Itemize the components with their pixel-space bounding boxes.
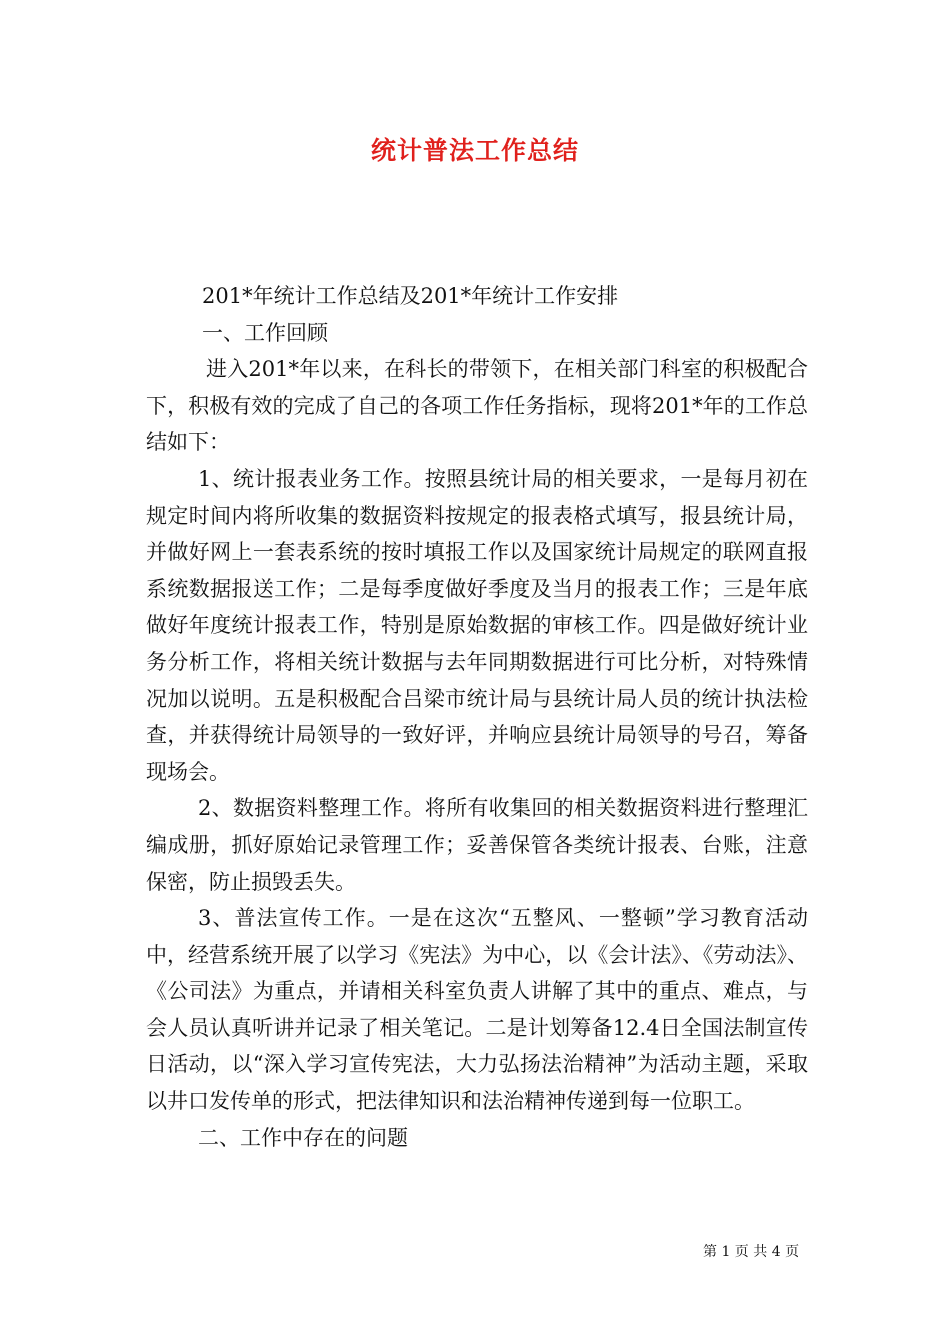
- section-heading-problems: 二、工作中存在的问题: [198, 1125, 408, 1150]
- document-title: 统计普法工作总结: [370, 136, 579, 165]
- intro-paragraph: 进入201*年以来，在科长的带领下，在相关部门科室的积极配合下，积极有效的完成了自己的各项工作任务指标，现将201*年的工作总结如下：: [146, 357, 808, 455]
- subtitle-paragraph: 201*年统计工作总结及201*年统计工作安排: [202, 284, 619, 308]
- document-body: [146, 278, 808, 1156]
- item-law-publicity: 3、普法宣传工作。一是在这次“五整风、一整顿”学习教育活动中，经营系统开展了以学习《宪法》为中心，以《会计法》、《劳动法》、《公司法》为重点，并请相关科室负责人讲解了其中的重点、难点，与会人员认真听讲并记录了相关笔记。二是计划筹备12.4日全国法制宣传日活动，以“深入学习宣传宪法，大力弘扬法治精神”为活动主题，采取以井口发传单的形式，把法律知识和法治精神传递到每一位职工。: [146, 906, 808, 1114]
- page-number-indicator: 第 1 页 共 4 页: [703, 1244, 800, 1260]
- section-heading-review: 一、工作回顾: [202, 320, 328, 345]
- item-data-organizing: 2、数据资料整理工作。将所有收集回的相关数据资料进行整理汇编成册，抓好原始记录管理工作；妥善保管各类统计报表、台账，注意保密，防止损毁丢失。: [146, 796, 808, 894]
- item-statistics-reports: 1、统计报表业务工作。按照县统计局的相关要求，一是每月初在规定时间内将所收集的数据资料按规定的报表格式填写，报县统计局，并做好网上一套表系统的按时填报工作以及国家统计局规定的联网直报系统数据报送工作；二是每季度做好季度及当月的报表工作；三是年底做好年度统计报表工作，特别是原始数据的审核工作。四是做好统计业务分析工作，将相关统计数据与去年同期数据进行可比分析，对特殊情况加以说明。五是积极配合吕梁市统计局与县统计局人员的统计执法检查，并获得统计局领导的一致好评，并响应县统计局领导的号召，筹备现场会。: [146, 466, 808, 784]
